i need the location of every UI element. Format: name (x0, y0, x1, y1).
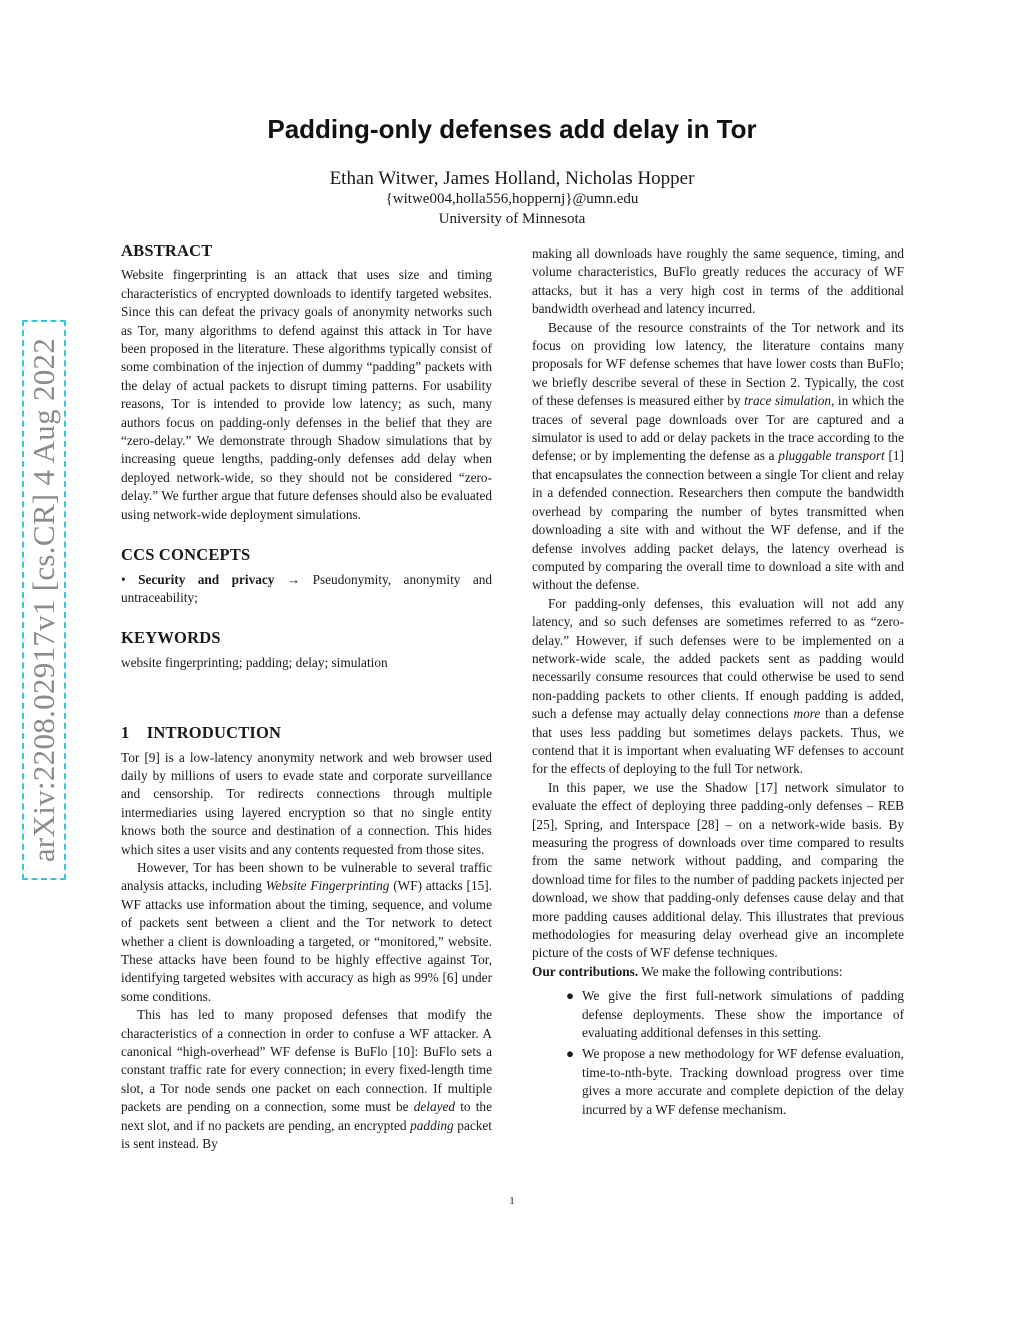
emphasis-trace-simulation: trace simulation (744, 393, 832, 409)
paper-title: Padding-only defenses add delay in Tor (267, 114, 757, 144)
author-affiliation: University of Minnesota (438, 211, 586, 227)
contributions-label: Our contributions. (532, 963, 639, 979)
right-column (532, 245, 904, 1122)
author-list: Ethan Witwer, James Holland, Nicholas Hopper (329, 168, 695, 189)
emphasis-pluggable-transport: pluggable transport (778, 448, 885, 464)
keywords-heading: KEYWORDS (121, 628, 221, 648)
intro-paragraph-3: This has led to many proposed defenses that modify the characteristics of a connection in order to confuse a WF attacker. A canonical “high-overhead” WF defense is BuFlo [10]: BuFlo sets a constant traffic rate for every connection; in every fixed-length time slot, a Tor node sends one packet on each connection. If multiple packets are pending on a connection, some must be delayed to the next slot, and if no packets are pending, an encrypted padding packet is sent instead. By (121, 1007, 492, 1152)
abstract-heading: ABSTRACT (121, 241, 213, 260)
emphasis-padding: padding (410, 1117, 454, 1133)
abstract-text: Website fingerprinting is an attack that uses size and timing characteristics of encrypted downloads to identify targeted websites. Since this can defeat the privacy goals of anonymity networks such as Tor, many algorithms to defend against this attack in Tor have been proposed in the literature. These algorithms typically consist of some combination of the injection of dummy “padding” packets with the delay of actual packets to disrupt timing patterns. For usability reasons, Tor is intended to provide low latency; as such, many authors focus on padding-only defenses in the belief that they are “zero-delay.” We demonstrate through Shadow simulations that by increasing queue lengths, padding-only defenses add delay when deployed network-wide, so they should not be considered “zero-delay.” We further argue that future defenses should also be evaluated using network-wide deployment simulations. (121, 267, 492, 522)
list-item: ● We give the first full-network simulations of padding defense deployments. These show the importance of evaluating additional defenses in this setting. (566, 988, 904, 1041)
page-number: 1 (509, 1195, 515, 1207)
right-paragraph-2: Because of the resource constraints of the Tor network and its focus on providing low latency, the literature contains many proposals for WF defense schemes that have lower costs than BuFlo; we briefly describe several of these in Section 2. Typically, the cost of these defenses is measured either by trace simulation, in which the traces of several page downloads over Tor are captured and a simulator is used to add or delay packets in the trace according to the defense; or by implementing the defense as a pluggable transport [1] that encapsulates the connection between a single Tor client and relay in a defended connection. Researchers then compute the bandwidth overhead by comparing the number of bytes transmitted when downloading a site with and without the WF defense, and if the defense involves adding packet delays, the latency overhead is computed by comparing the overall time to download a site with and without the defense. (532, 319, 904, 593)
bullet-icon: ● (566, 1046, 575, 1062)
contributions-list (532, 987, 904, 1119)
ccs-text: Pseudonymity, anonymity and untraceability; (121, 571, 493, 605)
bullet-icon: ● (566, 988, 575, 1004)
ccs-bullet: • (121, 571, 126, 587)
ccs-term: Security and privacy (138, 571, 275, 587)
ccs-heading: CCS CONCEPTS (121, 545, 251, 565)
arxiv-identifier[interactable]: arXiv:2208.02917v1 [cs.CR] 4 Aug 2022 (26, 337, 61, 863)
emphasis-delayed: delayed (413, 1099, 456, 1115)
right-paragraph-4: In this paper, we use the Shadow [17] network simulator to evaluate the effect of deploying three padding-only defenses – REB [25], Spring, and Interspace [28] – on a network-wide basis. By measuring the progress of downloads over time compared to results from the same network without padding, and comparing the download time for files to the number of padding packets injected per download, we show that padding-only defenses cause delay and that more padding causes additional delay. This illustrates that previous methodologies for measuring delay overhead give an incomplete picture of the costs of WF defense techniques. (532, 779, 904, 961)
emphasis-more: more (793, 706, 821, 722)
left-column (121, 242, 492, 1153)
author-emails: {witwe004,holla556,hoppernj}@umn.edu (385, 191, 639, 207)
contributions-intro: Our contributions. We make the following contributions: (532, 963, 843, 979)
arxiv-stamp (22, 320, 66, 880)
intro-heading: 1 INTRODUCTION (121, 723, 282, 743)
ccs-arrow: → (286, 571, 301, 587)
emphasis-website-fingerprinting: Website Fingerprinting (265, 878, 390, 894)
list-item: ● We propose a new methodology for WF defense evaluation, time-to-nth-byte. Tracking download progress over time gives a more accurate and complete depiction of the delay incurred by a WF defense mechanism. (566, 1046, 904, 1117)
intro-paragraph-2: However, Tor has been shown to be vulnerable to several traffic analysis attacks, including Website Fingerprinting (WF) attacks [15]. WF attacks use information about the timing, sequence, and volume of packets sent between a client and the Tor network to detect whether a client is downloading a targeted, or “monitored,” website. These attacks have been found to be highly effective against Tor, identifying targeted websites with accuracy as high as 99% [6] under some conditions. (121, 859, 493, 1004)
keywords-text: website fingerprinting; padding; delay; simulation (121, 654, 388, 670)
ccs-concepts (121, 571, 492, 608)
right-paragraph-3: For padding-only defenses, this evaluation will not add any latency, and so such defenses are sometimes referred to as “zero-delay.” However, if such defenses were to be implemented on a network-wide scale, the added packets sent as padding would necessarily consume resources that could otherwise be used to send non-padding packets to other clients. If enough padding is added, such a defense may actually delay connections more than a defense that uses less padding but sometimes delays packets. Thus, we contend that it is important when evaluating WF defenses to account for the effects of deploying to the full Tor network. (532, 595, 905, 777)
intro-paragraph-1: Tor [9] is a low-latency anonymity network and web browser used daily by millions of users to evade state and corporate surveillance and censorship. Tor redirects connections through multiple intermediaries using layered encryption so that no single entity knows both the source and destination of a connection. This hides which sites a user visits and any contents requested from those sites. (121, 749, 492, 857)
right-paragraph-1: making all downloads have roughly the same sequence, timing, and volume characteristics, BuFlo greatly reduces the accuracy of WF attacks, but it has a very high cost in terms of the additional bandwidth overhead and latency incurred. (532, 246, 904, 317)
